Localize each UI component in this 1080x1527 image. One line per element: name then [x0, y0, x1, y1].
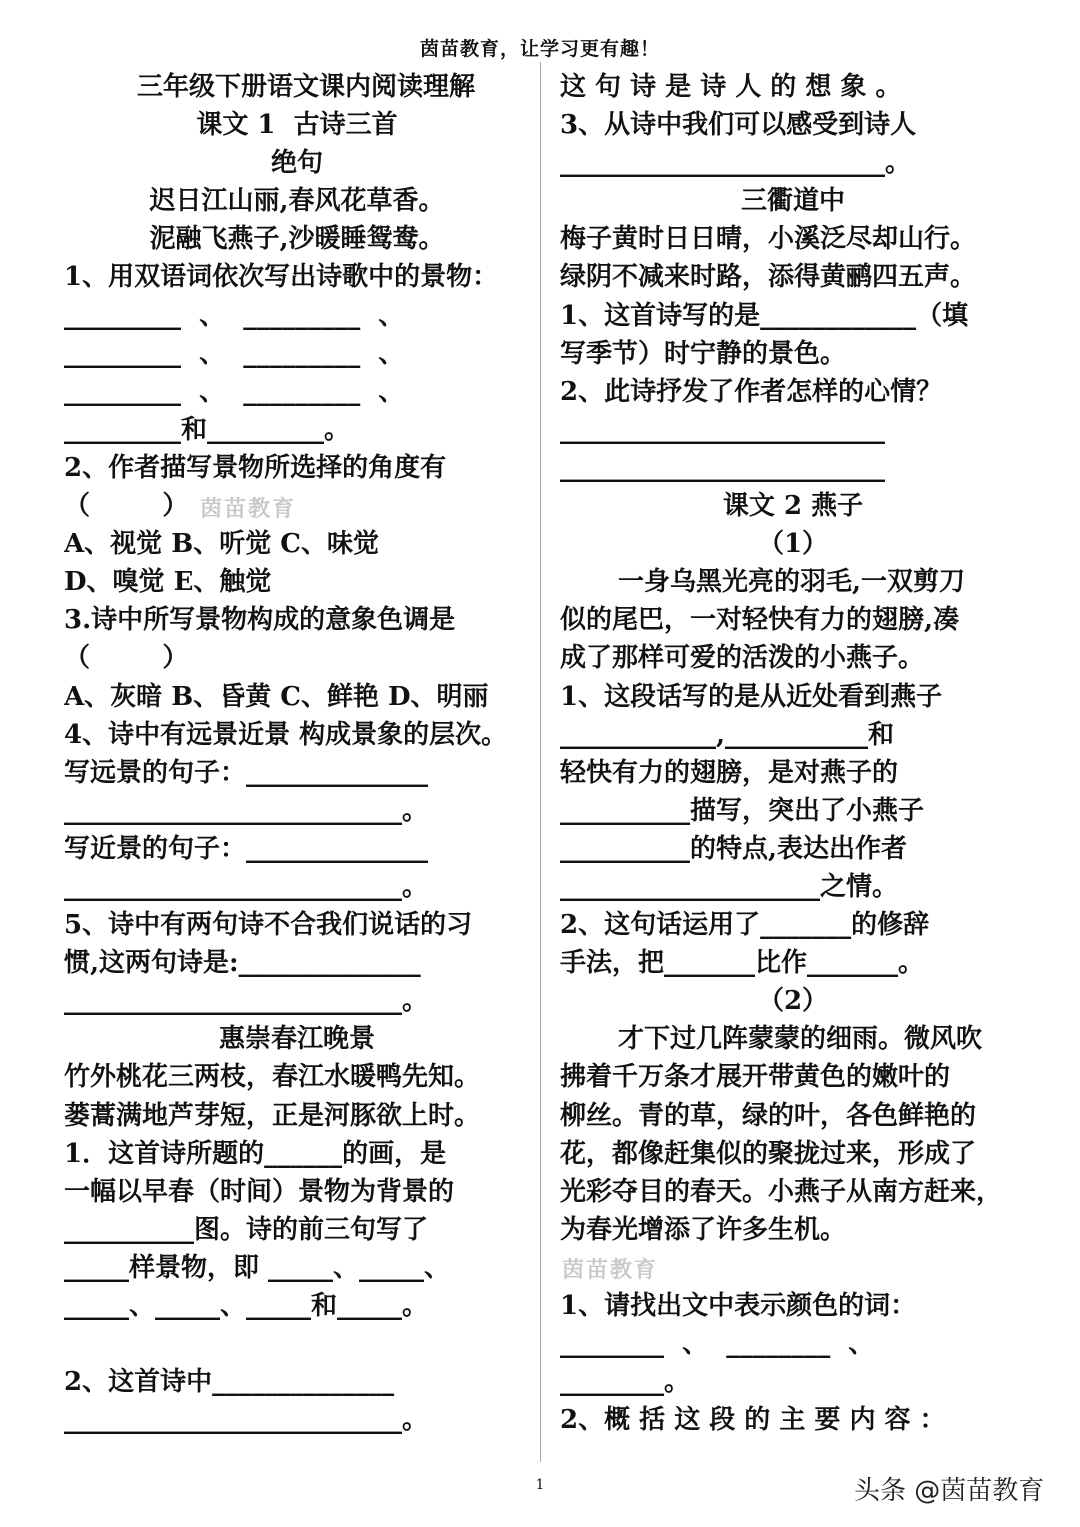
text-line: __________________________。	[64, 795, 429, 826]
text-line: 手法，把_______比作_______。	[560, 948, 925, 979]
text-line: 花，都像赶集似的聚拢过来，形成了	[560, 1138, 977, 1169]
text-line: 为春光增添了许多生机。	[560, 1214, 847, 1245]
text-line: 才下过几阵蒙蒙的细雨。微风吹	[618, 1024, 983, 1055]
text-line: _________ 、 _________ 、	[64, 300, 405, 331]
text-line: 梅子黄时日日晴，小溪泛尽却山行。	[560, 224, 977, 255]
text-line: 1、这段话写的是从近处看到燕子	[560, 681, 943, 712]
text-line: 绿阴不减来时路，添得黄鹂四五声。	[560, 262, 977, 293]
text-line: 5、诗中有两句诗不合我们说话的习	[64, 910, 473, 941]
text-line: _____样景物，即 _____、_____、	[64, 1252, 451, 1283]
text-line: _________________________	[560, 452, 885, 483]
left-column	[64, 68, 530, 1439]
text-line: 拂着千万条才展开带黄色的嫩叶的	[560, 1062, 951, 1093]
watermark: 茵苗教育	[562, 1257, 659, 1283]
text-line: （ ）	[64, 643, 189, 674]
text-line: （1）	[757, 529, 829, 560]
text-line: __________图。诗的前三句写了	[64, 1214, 429, 1245]
blank-line	[64, 1325, 530, 1363]
text-line: 泥融飞燕子,沙暖睡鸳鸯。	[149, 224, 445, 255]
text-line: 1、这首诗写的是____________（填	[560, 300, 969, 331]
text-line: （ ）	[64, 491, 189, 522]
text-line: 三年级下册语文课内阅读理解	[118, 72, 476, 102]
text-line: ____________________之情。	[560, 871, 899, 902]
text-line: 轻快有力的翅膀，是对燕子的	[560, 757, 899, 788]
text-line: 1、用双语词依次写出诗歌中的景物：	[64, 262, 499, 293]
text-line: _________ 、 _________ 、	[64, 338, 405, 369]
text-line: 4、诗中有远景近景 构成景象的层次。	[64, 719, 508, 750]
text-line: 柳丝。青的草，绿的叶，各色鲜艳的	[560, 1100, 977, 1131]
text-line: 2、这首诗中______________	[64, 1367, 395, 1398]
text-line: _________________________。	[560, 148, 912, 179]
text-line: 成了那样可爱的活泼的小燕子。	[560, 643, 925, 674]
text-line: 一身乌黑光亮的羽毛,一双剪刀	[618, 567, 966, 598]
right-column	[560, 68, 1026, 1439]
text-line: ________ 、 ________ 、	[560, 1329, 875, 1360]
text-line: 1．这首诗所题的______的画，是	[64, 1138, 447, 1169]
text-line: 2、这句话运用了_______的修辞	[560, 910, 930, 941]
text-line: 似的尾巴，一对轻快有力的翅膀,凑	[560, 605, 960, 636]
text-line: 2、概 括 这 段 的 主 要 内 容 ：	[560, 1405, 946, 1436]
text-line: 写近景的句子：______________	[64, 833, 429, 864]
text-line: 3、从诗中我们可以感受到诗人	[560, 110, 917, 141]
text-line: 写季节）时宁静的景色。	[560, 338, 847, 369]
text-line: A、灰暗 B、昏黄 C、鲜艳 D、明丽	[64, 681, 489, 712]
text-line: 蒌蒿满地芦芽短，正是河豚欲上时。	[64, 1100, 481, 1131]
text-line: D、嗅觉 E、触觉	[64, 567, 272, 598]
text-line: 1、请找出文中表示颜色的词：	[560, 1291, 917, 1321]
text-line: 光彩夺目的春天。小燕子从南方赶来，	[560, 1176, 1003, 1207]
watermark: 茵苗教育	[200, 496, 297, 522]
text-line: 一幅以早春（时间）景物为背景的	[64, 1176, 455, 1207]
text-line: _________________________	[560, 414, 885, 445]
text-line: ________。	[560, 1367, 691, 1398]
text-line: __________的特点,表达出作者	[560, 833, 908, 864]
text-line: 惯,这两句诗是:______________	[64, 948, 421, 979]
footer-brand: 头条 @茵苗教育	[854, 1476, 1045, 1506]
text-line: 绝句	[270, 148, 323, 179]
text-line: 迟日江山丽,春风花草香。	[149, 186, 445, 217]
text-line: __________________________。	[64, 871, 429, 902]
text-line: __________描写，突出了小燕子	[560, 795, 925, 826]
text-line: （2）	[757, 986, 829, 1017]
text-line: __________________________。	[64, 986, 429, 1017]
text-line: A、视觉 B、听觉 C、味觉	[64, 529, 379, 560]
text-line: _________ 、 _________ 、	[64, 376, 405, 407]
text-line: __________________________。	[64, 1405, 429, 1436]
text-line: 课文 2 燕子	[722, 491, 864, 522]
page-number: 1	[535, 1477, 545, 1493]
column-divider	[540, 62, 541, 1462]
text-line: 惠崇春江晚景	[218, 1024, 375, 1055]
text-line: 写远景的句子：______________	[64, 757, 429, 788]
text-line: 竹外桃花三两枝，春江水暖鸭先知。	[64, 1062, 481, 1093]
text-line: 这 句 诗 是 诗 人 的 想 象 。	[560, 72, 902, 102]
text-line: 2、作者描写景物所选择的角度有	[64, 452, 447, 483]
text-line: 2、此诗抒发了作者怎样的心情？	[560, 376, 943, 407]
text-line: ____________,___________和	[560, 719, 895, 750]
text-line: _____、_____、_____和_____。	[64, 1291, 429, 1321]
text-line: 课文 1 古诗三首	[196, 110, 398, 141]
text-line: 3.诗中所写景物构成的意象色调是	[64, 605, 456, 636]
page-header: 茵苗教育，让学习更有趣！	[419, 38, 660, 60]
text-line: 三衢道中	[740, 186, 845, 217]
text-line: _________和_________。	[64, 414, 351, 445]
